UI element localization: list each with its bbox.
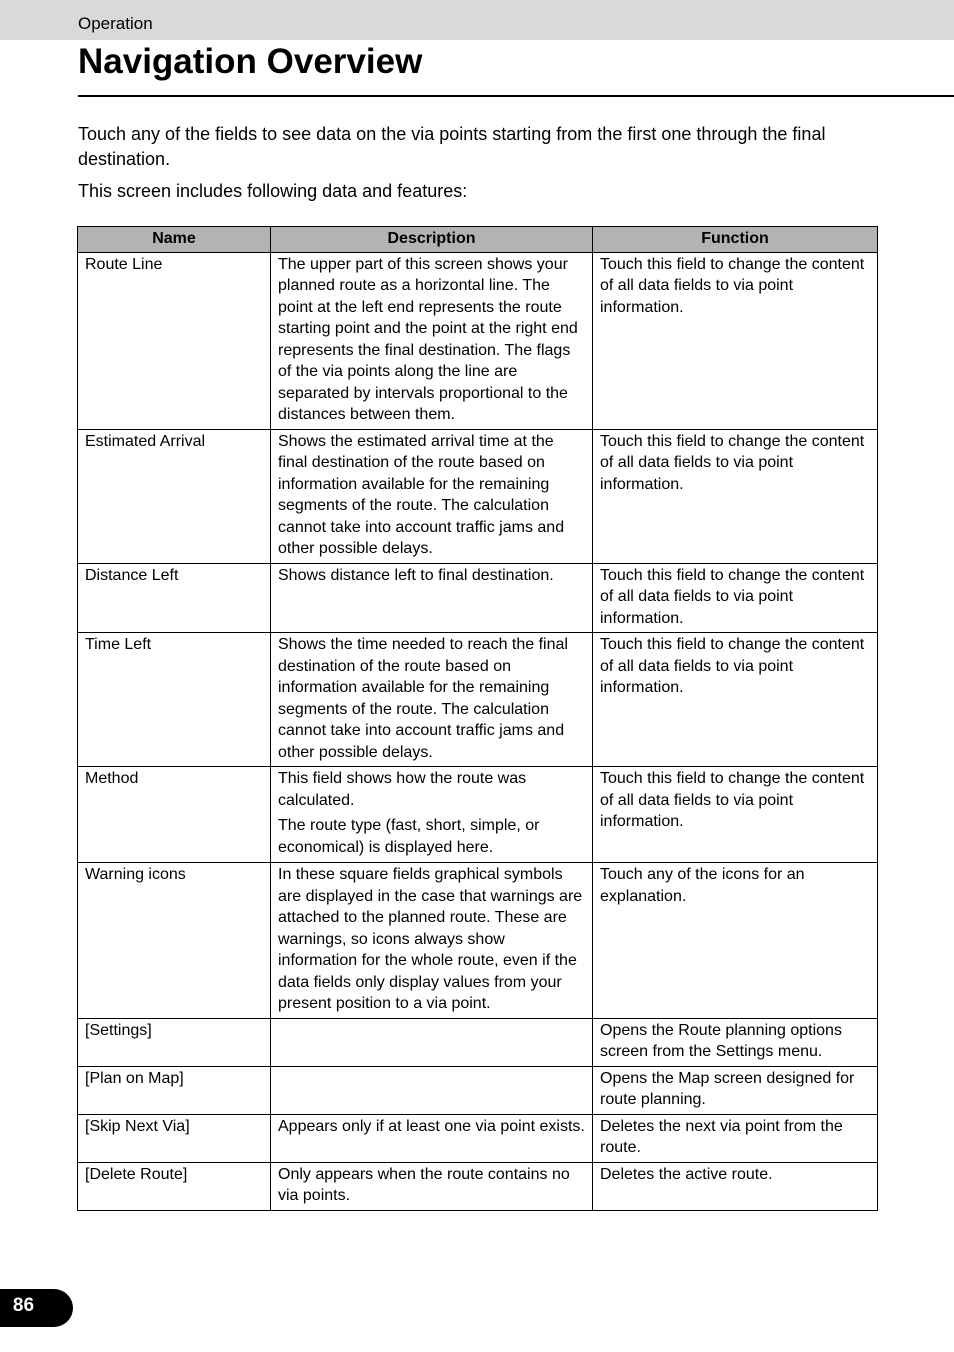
cell-function: Touch any of the icons for an explanation. — [593, 863, 878, 1019]
cell-description — [271, 1114, 593, 1162]
cell-name: [Plan on Map] — [78, 1066, 271, 1114]
cell-function: Touch this field to change the content of all data fields to via point information. — [593, 252, 878, 429]
cell-function: Touch this field to change the content of all data fields to via point information. — [593, 563, 878, 633]
page-number-badge: 86 — [0, 1289, 73, 1327]
table-row — [78, 1066, 878, 1114]
cell-function: Opens the Route planning options screen from the Settings menu. — [593, 1018, 878, 1066]
description-paragraph: The upper part of this screen shows your planned route as a horizontal line. The point at the left end represents the route starting point and the point at the right end represents the final destination. The flags of the via points along the line are separated by intervals proportional to the distances between them. — [278, 255, 578, 423]
cell-description — [271, 252, 593, 429]
column-header-name: Name — [78, 227, 271, 253]
page-title: Navigation Overview — [78, 42, 423, 81]
table-row — [78, 1114, 878, 1162]
description-paragraph: Shows the estimated arrival time at the final destination of the route based on information available for the remaining segments of the route. The calculation cannot take into account traffic jams and other possible delays. — [278, 432, 565, 557]
table-row — [78, 252, 878, 429]
cell-description — [271, 563, 593, 633]
table-row — [78, 1162, 878, 1210]
table-row — [78, 1018, 878, 1066]
table-row — [78, 767, 878, 863]
cell-function: Touch this field to change the content of all data fields to via point information. — [593, 633, 878, 767]
intro-paragraph-2: This screen includes following data and features: — [78, 181, 468, 201]
column-header-description: Description — [271, 227, 593, 253]
cell-name: Route Line — [78, 252, 271, 429]
cell-name: Estimated Arrival — [78, 429, 271, 563]
column-header-function: Function — [593, 227, 878, 253]
cell-name: Warning icons — [78, 863, 271, 1019]
cell-function: Touch this field to change the content of all data fields to via point information. — [593, 767, 878, 863]
cell-name: Method — [78, 767, 271, 863]
description-paragraph: The route type (fast, short, simple, or economical) is displayed here. — [278, 817, 540, 856]
cell-description — [271, 1018, 593, 1066]
table-header — [78, 227, 878, 253]
intro-paragraph: Touch any of the fields to see data on the via points starting from the first one through the final destination. — [78, 124, 826, 169]
description-paragraph: Shows the time needed to reach the final destination of the route based on information available for the remaining segments of the route. The calculation cannot take into account traffic jams and other possible delays. — [278, 636, 568, 761]
cell-description — [271, 863, 593, 1019]
cell-name: [Skip Next Via] — [78, 1114, 271, 1162]
description-paragraph: This field shows how the route was calculated. — [278, 770, 527, 809]
cell-function: Touch this field to change the content of all data fields to via point information. — [593, 429, 878, 563]
table-row — [78, 633, 878, 767]
table-header-row — [78, 227, 878, 253]
cell-description — [271, 767, 593, 863]
cell-function: Deletes the active route. — [593, 1162, 878, 1210]
cell-description — [271, 429, 593, 563]
cell-name: Time Left — [78, 633, 271, 767]
title-divider — [78, 95, 954, 97]
description-paragraph: In these square fields graphical symbols are displayed in the case that warnings are attached to the planned route. These are warnings, so icons always show information for the whole route, even if the data fields only display values from your present position to a via point. — [278, 866, 583, 1012]
cell-name: Distance Left — [78, 563, 271, 633]
cell-function: Opens the Map screen designed for route planning. — [593, 1066, 878, 1114]
cell-name: [Delete Route] — [78, 1162, 271, 1210]
features-table — [77, 226, 878, 1211]
description-paragraph: Shows distance left to final destination. — [278, 566, 554, 584]
table-row — [78, 563, 878, 633]
description-paragraph: Appears only if at least one via point exists. — [278, 1117, 585, 1135]
table-row — [78, 863, 878, 1019]
cell-description — [271, 633, 593, 767]
description-paragraph: Only appears when the route contains no via points. — [278, 1165, 570, 1204]
cell-function: Deletes the next via point from the route. — [593, 1114, 878, 1162]
cell-description — [271, 1162, 593, 1210]
table-row — [78, 429, 878, 563]
cell-description — [271, 1066, 593, 1114]
section-label: Operation — [78, 14, 153, 33]
table-body — [78, 252, 878, 1210]
cell-name: [Settings] — [78, 1018, 271, 1066]
